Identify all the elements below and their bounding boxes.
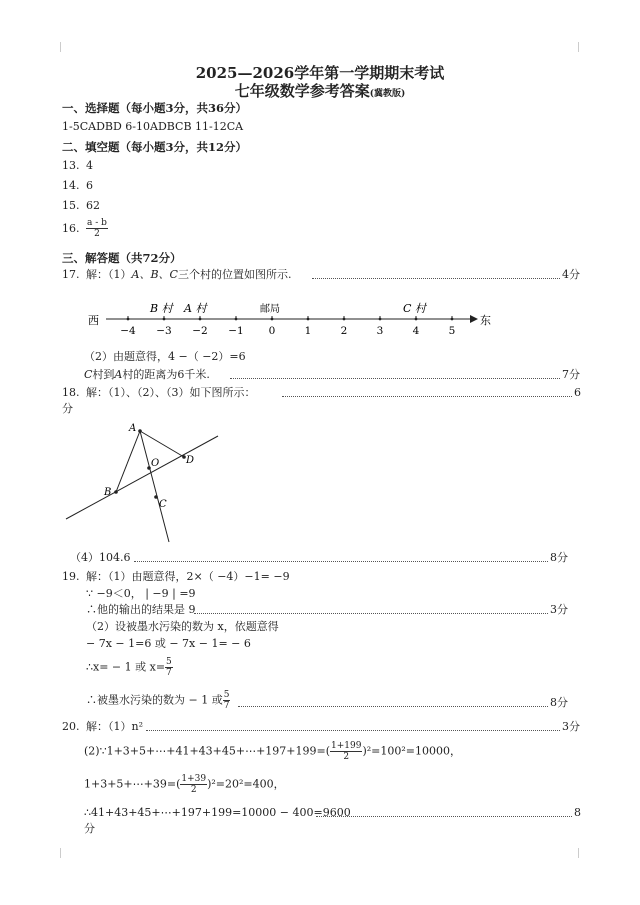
number-line-figure xyxy=(86,296,500,340)
number-line-point xyxy=(235,318,238,321)
q20-line2-suffix: )²=100²=10000， xyxy=(362,744,462,758)
line-bd xyxy=(66,436,218,519)
answer-16-fraction xyxy=(86,218,108,239)
section-2-heading: 二、填空题（每小题3分，共12分） xyxy=(62,140,248,154)
village-c-label: C 村 xyxy=(403,302,426,315)
number-line-point xyxy=(127,318,130,321)
question-number: 17. xyxy=(62,268,80,281)
number-line-point xyxy=(343,318,346,321)
number-line-point xyxy=(451,318,454,321)
number-line-point xyxy=(163,318,166,321)
q17-part2-line2 xyxy=(84,368,210,382)
segment-ad xyxy=(140,431,184,457)
number-line-point xyxy=(415,318,418,321)
label-a: A xyxy=(129,423,137,434)
q18-score-digit: 6 xyxy=(574,386,581,399)
q20-line4: ∴41+43+45+⋯+197+199=10000 − 400=9600 xyxy=(84,806,351,819)
fraction-numerator: 1+199 xyxy=(331,741,362,751)
q19-fraction xyxy=(165,657,173,678)
q17-part2-line1: （2）由题意得，4 −（ −2）=6 xyxy=(84,350,246,363)
q17-part1-score: 4分 xyxy=(562,268,580,281)
section-3-heading: 三、解答题（共72分） xyxy=(62,251,182,265)
text-end: 村的距离为6千米. xyxy=(122,368,210,381)
q18-part4: （4）104.6 xyxy=(70,551,131,564)
answer-value: 6 xyxy=(86,179,93,192)
section-1-heading: 一、选择题（每小题3分，共36分） xyxy=(62,101,248,115)
q20-line2 xyxy=(84,741,461,762)
fraction-numerator: 1+39 xyxy=(181,774,207,784)
answer-value: 4 xyxy=(86,159,93,172)
q19-fraction xyxy=(223,690,231,711)
point-b xyxy=(114,490,118,494)
number-line-tick-label: −2 xyxy=(192,325,208,337)
answer-14 xyxy=(62,179,93,193)
crop-mark-bottom-left xyxy=(50,848,61,858)
fraction-denominator: 7 xyxy=(223,701,230,711)
text-mid: 村到 xyxy=(92,368,115,381)
title-line-2 xyxy=(0,80,640,101)
q17-part1 xyxy=(62,268,291,282)
ray-ac xyxy=(140,431,169,542)
dot-leader xyxy=(134,561,548,562)
q20-part1-text: 解：（1）n² xyxy=(86,720,143,733)
dot-leader xyxy=(230,378,560,379)
question-number: 18. xyxy=(62,386,80,399)
q20-score-digit: 8 xyxy=(574,806,581,819)
q18-part123 xyxy=(62,386,256,400)
number-line-tick-label: 2 xyxy=(340,325,348,337)
dot-leader xyxy=(146,730,560,731)
q19-line7-text: ∴被墨水污染的数为 − 1 或 xyxy=(86,693,223,707)
q19-line5: − 7x − 1=6 或 − 7x − 1= − 6 xyxy=(86,637,251,650)
label-o: O xyxy=(151,458,160,469)
q19-line4: （2）设被墨水污染的数为 x，依题意得 xyxy=(86,620,279,633)
number-line-point xyxy=(199,318,202,321)
label-c: C xyxy=(159,499,167,510)
question-number: 20. xyxy=(62,720,80,733)
dot-leader xyxy=(194,613,548,614)
q17-part1-text: 三个村的位置如图所示. xyxy=(177,268,292,281)
fraction-numerator: 5 xyxy=(223,690,230,700)
q20-fraction xyxy=(180,774,207,795)
q19-score2: 8分 xyxy=(550,696,568,709)
var-a: A xyxy=(114,368,123,381)
number-line-point xyxy=(271,318,274,321)
section-1-answers: 1-5CADBD 6-10ADBCB 11-12CA xyxy=(62,120,244,133)
q18-text: 解：（1）、（2）、（3）如下图所示： xyxy=(86,386,256,399)
number-line-point xyxy=(379,318,382,321)
dot-leader xyxy=(282,396,572,397)
fraction-denominator: 7 xyxy=(166,668,172,678)
west-label: 西 xyxy=(88,314,99,327)
q20-line3 xyxy=(84,774,285,795)
number-line-tick-label: −1 xyxy=(228,325,244,337)
village-a-label: A 村 xyxy=(184,302,207,315)
fraction-denominator: 2 xyxy=(94,229,100,239)
dot-leader xyxy=(312,278,560,279)
question-number: 13. xyxy=(62,159,80,172)
dot-leader xyxy=(238,706,548,707)
question-number: 14. xyxy=(62,179,80,192)
east-label: 东 xyxy=(480,314,491,327)
number-line-tick-label: 3 xyxy=(376,325,384,337)
label-b: B xyxy=(104,487,112,498)
title-edition: (冀教版) xyxy=(369,89,406,99)
answer-value: 62 xyxy=(86,199,100,212)
fraction-numerator: 5 xyxy=(166,657,172,667)
q17-part1-vars: A、B、C xyxy=(131,268,178,281)
village-b-label: B 村 xyxy=(150,302,173,315)
number-line-tick-label: 5 xyxy=(448,325,456,337)
label-d: D xyxy=(186,455,195,466)
point-c xyxy=(154,495,158,499)
q17-part1-prefix: 解：（1） xyxy=(86,268,132,281)
q18-part4-score: 8分 xyxy=(550,551,568,564)
segment-ab xyxy=(116,431,140,492)
q20-fraction xyxy=(330,741,362,762)
q20-line2-prefix: (2)∵1+3+5+⋯+41+43+45+⋯+197+199=( xyxy=(84,744,331,758)
question-number: 15. xyxy=(62,199,80,212)
point-a xyxy=(138,429,142,433)
answer-16 xyxy=(62,218,108,239)
fraction-numerator: a - b xyxy=(87,218,107,228)
number-line-arrow-icon xyxy=(470,315,478,323)
number-line-tick-label: 4 xyxy=(412,325,420,337)
geometry-figure xyxy=(60,418,230,548)
q18-score-unit: 分 xyxy=(62,402,73,415)
question-number: 16. xyxy=(62,221,80,235)
crop-mark-bottom-right xyxy=(578,848,589,858)
q19-line2: ∵ −9＜0， | −9 | =9 xyxy=(86,587,196,600)
q19-line3: ∴他的输出的结果是 9 xyxy=(86,603,196,616)
number-line-tick-label: 1 xyxy=(304,325,312,337)
fraction-denominator: 2 xyxy=(190,785,197,795)
answer-13 xyxy=(62,159,93,173)
dot-leader xyxy=(316,816,572,817)
crop-mark-top-right xyxy=(578,42,589,52)
number-line-tick-label: 0 xyxy=(268,325,276,337)
post-office-label: 邮局 xyxy=(260,304,280,315)
fraction-denominator: 2 xyxy=(343,752,350,762)
q17-part2-score: 7分 xyxy=(562,368,580,381)
q19-line6-text: ∴x= − 1 或 x= xyxy=(86,660,166,674)
q19-line1-text: 解：（1）由题意得，2×（ −4）−1= −9 xyxy=(86,570,290,583)
q19-line6 xyxy=(86,657,173,678)
q19-line1 xyxy=(62,570,290,584)
title-subject: 七年级数学参考答案 xyxy=(234,82,370,100)
number-line-tick-label: −4 xyxy=(120,325,136,337)
q20-part1 xyxy=(62,720,143,734)
q19-score1: 3分 xyxy=(550,603,568,616)
number-line-tick-label: −3 xyxy=(156,325,172,337)
q19-line7 xyxy=(86,690,230,711)
var-c: C xyxy=(84,368,93,381)
q20-line3-prefix: 1+3+5+⋯+39=( xyxy=(84,777,181,791)
answer-15 xyxy=(62,199,100,213)
q20-score-unit: 分 xyxy=(84,822,95,835)
q20-score1: 3分 xyxy=(562,720,580,733)
title-line-1: 2025—2026学年第一学期期末考试 xyxy=(195,64,445,82)
q20-line3-suffix: )²=20²=400， xyxy=(207,777,285,791)
crop-mark-top-left xyxy=(50,42,61,52)
number-line-point xyxy=(307,318,310,321)
question-number: 19. xyxy=(62,570,80,583)
